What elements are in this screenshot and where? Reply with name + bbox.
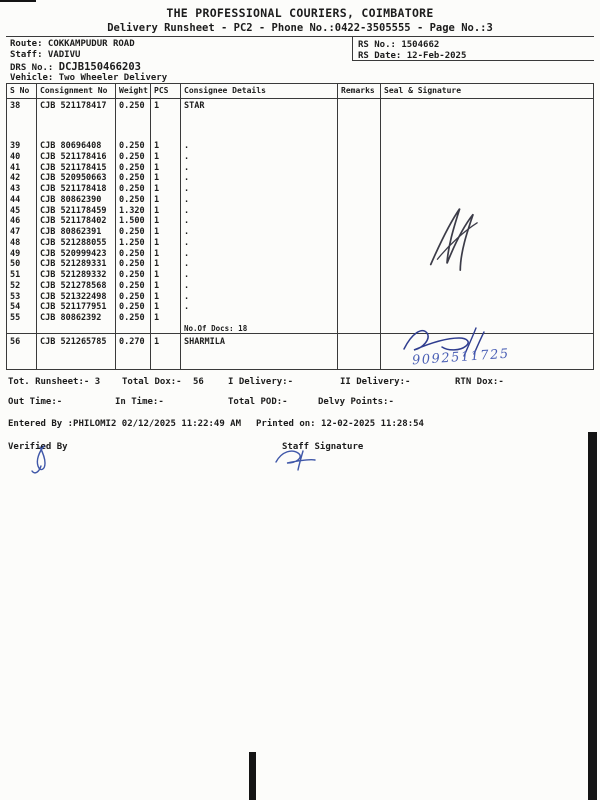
seal-signature-scribble [418,199,488,278]
cell-sno: 56 [10,337,21,347]
cell-consignee: . [184,194,190,205]
cell-seal [380,281,594,292]
staff-signature-label: Staff Signature [282,442,364,452]
table-rows-main [6,141,594,324]
table-row [6,259,594,270]
cell-consignment: CJB 521178402 [40,216,107,227]
cell-consignee: SHARMILA [184,337,225,347]
cell-remarks [337,313,380,324]
cell-remarks [337,206,380,217]
total-dox-label: Total Dox:- [122,377,182,387]
table-row [6,302,594,313]
cell-seal [380,195,594,206]
cell-seal [380,173,594,184]
col-header-weight: Weight [119,86,148,95]
cell-pcs: 1 [154,162,160,173]
table-header-line [6,98,594,99]
cell-consignee: . [184,162,190,173]
cell-weight: 0.250 [119,291,145,302]
info-box-top-line [6,36,594,37]
table-row [6,313,594,324]
cell-remarks [337,259,380,270]
info-box-divider [352,36,353,60]
drs-no-value: DCJB150466203 [58,61,141,73]
staff-signature-mark [272,447,318,473]
cell-consignee: . [184,216,190,227]
cell-consignee: . [184,302,190,313]
cell-remarks [337,227,380,238]
cell-sno: 55 [10,313,21,323]
cell-pcs: 1 [154,291,160,302]
cell-consignee: . [184,248,190,259]
cell-weight: 0.250 [119,141,145,151]
table-row [6,141,594,152]
cell-sno: 49 [10,248,21,259]
table-row [6,281,594,292]
cell-consignee: . [184,141,190,151]
table-row [6,206,594,217]
cell-weight: 0.250 [119,101,145,111]
cell-pcs: 1 [154,184,160,194]
company-title: THE PROFESSIONAL COURIERS, COIMBATORE [166,6,434,20]
cell-sno: 48 [10,237,21,248]
cell-consignment: CJB 521178459 [40,205,107,216]
cell-consignment: CJB 521289332 [40,270,107,280]
cell-remarks [337,281,380,292]
cell-seal [380,302,594,313]
cell-weight: 1.500 [119,216,145,227]
cell-sno: 52 [10,280,21,291]
table-header-row [6,83,594,98]
cell-weight: 0.270 [119,337,145,347]
cell-sno: 43 [10,184,21,194]
cell-sno: 39 [10,141,21,151]
cell-seal [380,313,594,324]
cell-seal [380,163,594,174]
cell-weight: 0.250 [119,313,145,323]
cell-consignee: . [184,151,190,162]
cell-consignee: . [184,205,190,216]
col-header-consignment: Consignment No [40,86,108,95]
cell-weight: 0.250 [119,151,145,162]
col-header-remarks: Remarks [341,86,375,95]
cell-remarks [337,195,380,206]
cell-seal [380,141,594,152]
entered-by: Entered By :PHILOMI2 02/12/2025 11:22:49 AM [8,419,241,429]
runsheet-title: Delivery Runsheet - PC2 - Phone No.:0422-3505555 - Page No.:3 [107,22,493,34]
total-dox-value: 56 [193,377,204,387]
col-header-consignee: Consignee Details [184,86,266,95]
cell-remarks [337,270,380,281]
table-row [6,152,594,163]
table-bottom-line [6,369,594,370]
cell-pcs: 1 [154,141,160,151]
col-header-seal: Seal & Signature [384,86,462,95]
rs-date-field: RS Date: 12-Feb-2025 [358,51,467,61]
cell-weight: 0.250 [119,173,145,184]
table-row [6,173,594,184]
cell-consignment: CJB 521322498 [40,291,107,302]
cell-consignment: CJB 521288055 [40,237,107,248]
cell-seal [380,238,594,249]
cell-seal [380,270,594,281]
cell-consignment: CJB 521178418 [40,184,107,194]
tot-runsheet: Tot. Runsheet:- 3 [8,377,101,387]
cell-consignee: . [184,227,190,237]
cell-remarks [337,238,380,249]
table-row [6,101,594,112]
cell-pcs: 1 [154,216,160,227]
cell-consignee: . [184,259,190,270]
cell-weight: 1.320 [119,205,145,216]
cell-sno: 45 [10,205,21,216]
cell-consignment: CJB 521289331 [40,259,107,270]
table-row [6,292,594,303]
in-time: In Time:- [115,397,164,407]
table-row [6,184,594,195]
table-row [6,227,594,238]
table-row [6,270,594,281]
cell-pcs: 1 [154,302,160,313]
verified-by-signature [28,444,56,476]
verified-by-label: Verified By [8,442,68,452]
cell-seal [380,227,594,238]
scan-artifact-top [0,0,36,2]
staff-field: Staff: VADIVU [10,50,81,60]
table-row [6,163,594,174]
cell-pcs: 1 [154,101,160,111]
drs-no-label: DRS No.: [10,63,54,73]
cell-seal [380,292,594,303]
cell-consignee: . [184,173,190,184]
cell-consignee: . [184,291,190,302]
cell-sno: 42 [10,173,21,184]
route-field: Route: COKKAMPUDUR ROAD [10,39,135,49]
printed-on: Printed on: 12-02-2025 11:28:54 [256,419,424,429]
scan-artifact-bottom-mark [249,752,256,800]
cell-seal [380,101,594,112]
cell-consignee: . [184,184,190,194]
cell-consignment: CJB 521278568 [40,280,107,291]
drs-no-field [10,61,141,73]
cell-weight: 0.250 [119,162,145,173]
cell-weight: 0.250 [119,227,145,237]
cell-consignee: STAR [184,101,205,111]
cell-remarks [337,302,380,313]
cell-consignment: CJB 520999423 [40,248,107,259]
delvy-points: Delvy Points:- [318,397,394,407]
rs-no-field: RS No.: 1504662 [358,40,440,50]
table-rows-top [6,101,594,112]
cell-remarks [337,184,380,195]
cell-pcs: 1 [154,337,160,347]
total-pod: Total POD:- [228,397,288,407]
cell-pcs: 1 [154,194,160,205]
ii-delivery: II Delivery:- [340,377,411,387]
cell-consignment: CJB 521177951 [40,302,107,313]
col-header-sno: S No [10,86,30,95]
cell-pcs: 1 [154,248,160,259]
cell-pcs: 1 [154,313,160,323]
cell-seal [380,259,594,270]
cell-seal [380,152,594,163]
col-header-pcs: PCS [154,86,169,95]
handwritten-phone-number: 9092511725 [411,346,511,369]
cell-consignment: CJB 521178417 [40,101,107,111]
cell-remarks [337,163,380,174]
out-time: Out Time:- [8,397,63,407]
cell-consignment: CJB 80696408 [40,141,102,151]
cell-weight: 1.250 [119,237,145,248]
cell-seal [380,216,594,227]
table-row [6,249,594,260]
cell-pcs: 1 [154,237,160,248]
cell-pcs: 1 [154,205,160,216]
cell-sno: 41 [10,162,21,173]
cell-remarks [337,173,380,184]
cell-sno: 54 [10,302,21,313]
cell-consignment: CJB 520950663 [40,173,107,184]
rtn-dox: RTN Dox:- [455,377,504,387]
cell-pcs: 1 [154,270,160,280]
table-row [6,216,594,227]
cell-weight: 0.250 [119,248,145,259]
cell-consignee: . [184,270,190,280]
cell-consignment: CJB 80862390 [40,194,102,205]
cell-pcs: 1 [154,280,160,291]
cell-sno: 46 [10,216,21,227]
cell-remarks [337,141,380,152]
cell-consignment: CJB 521178416 [40,151,107,162]
cell-remarks [337,292,380,303]
no-of-docs-note: No.Of Docs: 18 [184,324,248,333]
scan-artifact-right-bar [588,432,597,800]
cell-sno: 53 [10,291,21,302]
cell-weight: 0.250 [119,184,145,194]
vehicle-field: Vehicle: Two Wheeler Delivery [10,73,168,83]
table-row [6,238,594,249]
cell-weight: 0.250 [119,259,145,270]
cell-seal [380,249,594,260]
cell-sno: 50 [10,259,21,270]
cell-consignee: . [184,237,190,248]
cell-remarks [337,101,380,112]
cell-sno: 47 [10,227,21,237]
cell-pcs: 1 [154,227,160,237]
cell-pcs: 1 [154,259,160,270]
cell-remarks [337,337,380,348]
cell-consignment: CJB 80862391 [40,227,102,237]
cell-weight: 0.250 [119,280,145,291]
cell-consignee: . [184,280,190,291]
cell-sno: 51 [10,270,21,280]
cell-consignment: CJB 521265785 [40,337,107,347]
cell-sno: 44 [10,194,21,205]
cell-remarks [337,152,380,163]
cell-pcs: 1 [154,151,160,162]
cell-consignment: CJB 80862392 [40,313,102,323]
cell-remarks [337,249,380,260]
cell-sno: 38 [10,101,21,111]
cell-weight: 0.250 [119,194,145,205]
cell-remarks [337,216,380,227]
cell-pcs: 1 [154,173,160,184]
cell-weight: 0.250 [119,302,145,313]
cell-seal [380,184,594,195]
cell-consignee [180,313,337,324]
i-delivery: I Delivery:- [228,377,294,387]
cell-weight: 0.250 [119,270,145,280]
cell-consignment: CJB 521178415 [40,162,107,173]
cell-sno: 40 [10,151,21,162]
table-row [6,195,594,206]
